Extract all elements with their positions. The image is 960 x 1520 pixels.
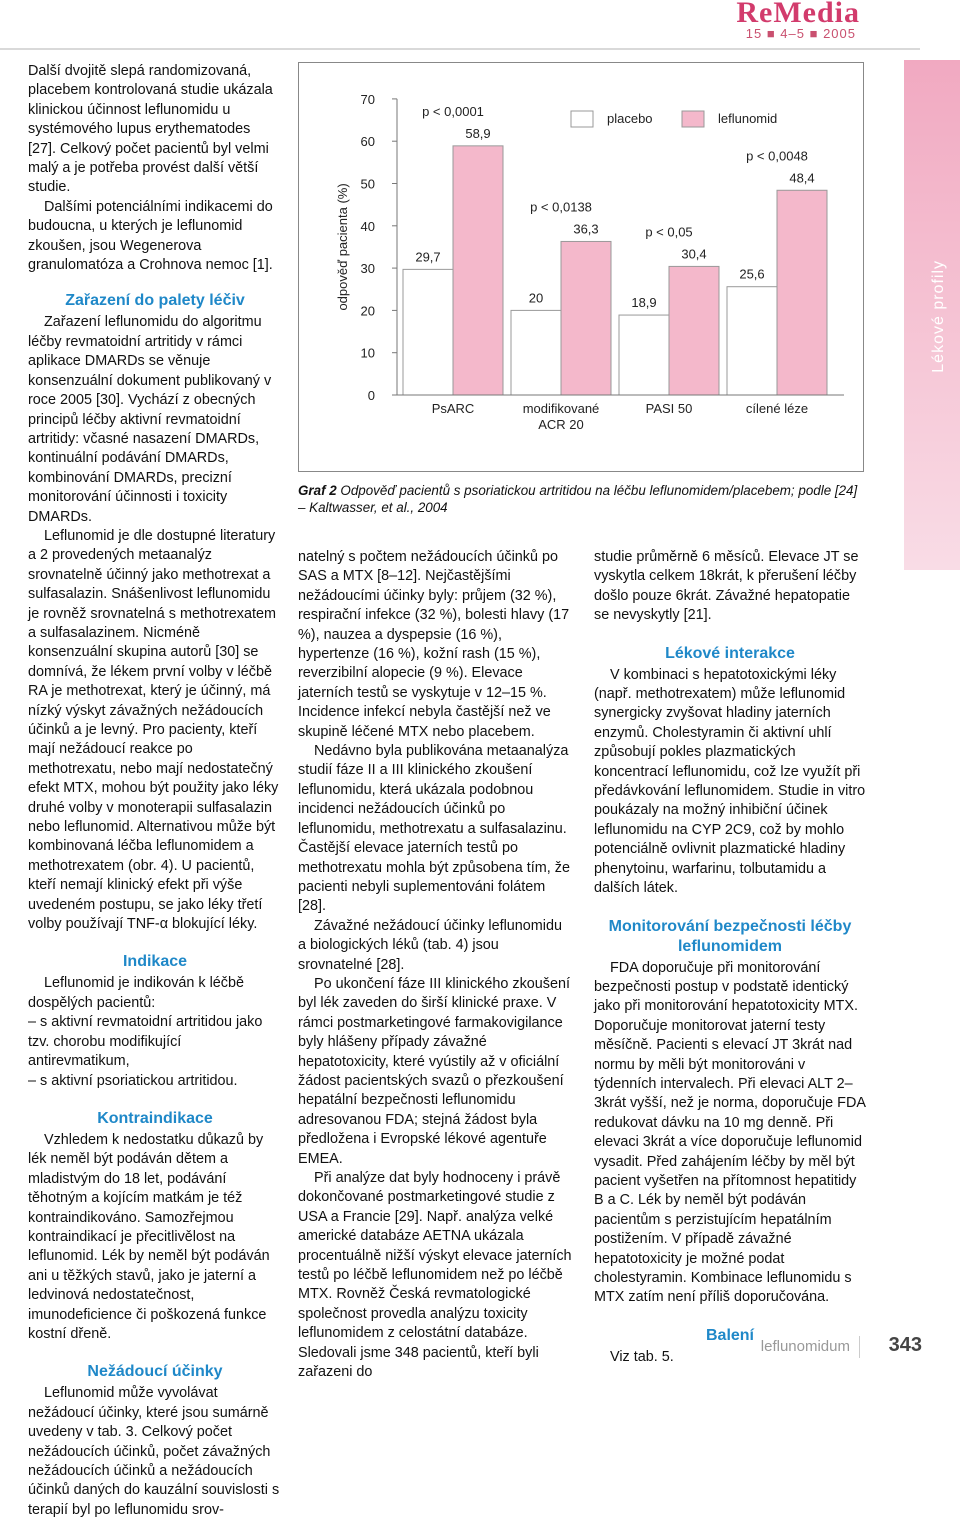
bar-placebo [511, 310, 561, 395]
p-value-label: p < 0,0001 [422, 103, 484, 119]
paragraph: Další dvojitě slepá randomizovaná, placebem kontrolovaná studie ukázala klinickou účinnost leflunomidu u systémového lupus erythematodes [27]. Celkový počet pacientů byl velmi malý a je potřeba provést další větší studie. [28, 63, 273, 196]
footer-divider [859, 1336, 860, 1358]
bar-placebo [619, 315, 669, 395]
header-divider [0, 48, 920, 50]
paragraph: Závažné nežádoucí účinky leflunomidu a biologických léků (tab. 4) jsou srovnatelné [28]. [298, 917, 562, 973]
legend-label-placebo: placebo [607, 111, 653, 126]
y-tick-label: 40 [360, 218, 375, 234]
chart-figure [298, 62, 864, 472]
bar-leflunomid [669, 266, 719, 395]
p-value-label: p < 0,0048 [746, 148, 808, 164]
paragraph: Leflunomid může vyvolávat nežádoucí účinky, které jsou sumárně uvedeny v tab. 3. Celkový počet nežádoucích účinků, počet závažných nežádoucích účinků a nežádoucích účinků daných do kauzální souvislosti s terapií byl po leflunomidu srov- [28, 1385, 280, 1518]
y-tick-label: 0 [367, 388, 375, 403]
section-side-tab [904, 60, 960, 570]
paragraph: Při analýze dat byly hodnoceny i právě dokončované postmarketingové studie z USA a Francie [29]. Např. analýza velké americké databáze AETNA ukázala procentuálně nižší výskyt elevace jaterních testů po léčbě leflunomidem než po léčbě MTX. Rovněž Česká revmatologické společnost provedla analýzu toxicity leflunomidem z celostátní databáze. Sledovali jsme 348 pacientů, kteří byli zařazeni do [298, 1170, 572, 1381]
bar-value-label: 20 [528, 290, 544, 306]
paragraph: Viz tab. 5. [610, 1348, 674, 1365]
paragraph: studie průměrně 6 měsíců. Elevace JT se vyskytla celkem 18krát, k přerušení léčby došlo pouze 6krát. Závažné hepatopatie se nevyskytly [21]. [594, 549, 859, 624]
x-category-label: modifikované [522, 401, 600, 416]
page-number: 343 [888, 1334, 922, 1356]
section-heading-adverse-effects: Nežádoucí účinky [87, 1363, 223, 1381]
section-heading-contraindications: Kontraindikace [97, 1109, 213, 1127]
bar-placebo [403, 269, 453, 395]
legend-swatch-leflunomid [682, 111, 704, 127]
list-item: – s aktivní psoriatickou artritidou. [28, 1072, 238, 1089]
x-category-label: ACR 20 [538, 417, 584, 432]
paragraph: Leflunomid je indikován k léčbě dospělých pacientů: [28, 975, 244, 1011]
y-tick-label: 20 [360, 303, 375, 319]
chart-caption-label: Graf 2 [298, 483, 337, 498]
section-heading-monitoring: Monitorování bezpečnosti léčby leflunomidem [608, 917, 852, 955]
footer-drug-name: leflunomidum [760, 1338, 850, 1355]
bar-value-label: 48,4 [789, 170, 815, 186]
bar-value-label: 30,4 [681, 246, 707, 262]
journal-logo-text: ReMedia [736, 0, 860, 29]
bar-leflunomid [561, 241, 611, 395]
chart-caption-text: Odpověď pacientů s psoriatickou artritidou na léčbu leflunomidem/placebem; podle [24] – Kaltwasser, et al., 2004 [298, 483, 858, 515]
paragraph: natelný s počtem nežádoucích účinků po SAS a MTX [8–12]. Nejčastějšími nežádoucími účinky byly: průjem (32 %), respirační infekce (32 %), bolesti hlavy (17 %), nauzea a dyspepsie (16 %), hypertenze (16 %), kožní rash (15 %), reverzibilní alopecie (9 %). Elevace jaterních testů se vyskytuje v 12–15 %. Incidence infekcí nebyla častější než ve skupině léčené MTX nebo placebem. [298, 549, 570, 740]
text-column-left [28, 62, 282, 1520]
bar-value-label: 18,9 [631, 295, 657, 311]
paragraph: FDA doporučuje při monitorování bezpečnosti postup v podstatě identický jako při monitorování hepatotoxicity MTX. Doporučuje monitorovat jaterní testy měsíčně. Pacienti s elevací JT 3krát nad normu by měli být monitorováni v týdenních intervalech. Při elevaci ALT 2–3krát vyšší, než je norma, doporučuje FDA redukovat dávku na 10 mg denně. Při elevaci 3krát a více doporučuje leflunomid vysadit. Před zahájením léčby by měl být pacient vyšetřen na přítomnost hepatitidy B a C. Lék by neměl být podáván pacientům s perzistujícím hepatálním postižením. V případě závažné hepatotoxicity je možné podat cholestyramin. Kombinace leflunomidu s MTX zatím není příliš doporučována. [594, 959, 866, 1306]
bar-value-label: 25,6 [739, 266, 765, 282]
x-category-label: PASI 50 [645, 401, 693, 416]
bar-chart [299, 63, 865, 473]
x-category-label: cílené léze [745, 401, 809, 416]
y-tick-label: 30 [360, 261, 375, 277]
bar-leflunomid [777, 190, 827, 395]
text-column-middle [298, 548, 572, 1382]
p-value-label: p < 0,0138 [530, 199, 592, 215]
y-tick-label: 50 [360, 176, 375, 192]
bar-value-label: 29,7 [415, 249, 441, 265]
paragraph: Dalšími potenciálními indikacemi do budoucna, u kterých je leflunomid zkoušen, jsou Wegenerova granulomatóza a Crohnova nemoc [1]. [28, 198, 273, 274]
paragraph: V kombinaci s hepatotoxickými léky (např. methotrexatem) může leflunomid synergicky zvyšovat hladiny jaterních enzymů. Cholestyramin či aktivní uhlí způsobují pokles plazmatických koncentrací leflunomidu, což lze využít při předávkování leflunomidem. Studie in vitro poukázaly na možný inhibiční účinek leflunomidu na CYP 2C9, což by mohlo potenciálně ovlivnit plazmatické hladiny phenytoinu, warfarinu, tolbutamidu a dalších látek. [594, 666, 866, 897]
list-item: – s aktivní revmatoidní artritidou jako tzv. chorobu modifikující antirevmatikum, [28, 1014, 263, 1070]
y-tick-label: 10 [360, 345, 375, 361]
x-category-label: PsARC [431, 401, 475, 416]
y-tick-label: 70 [360, 91, 375, 107]
bar-leflunomid [453, 146, 503, 395]
paragraph: Zařazení leflunomidu do algoritmu léčby revmatoidní artritidy v rámci aplikace DMARDs se věnuje konsenzuální dokument publikovaný v roce 2005 [30]. Vychází z obecných principů léčby aktivní revmatoidní artritidy: včasné nasazení DMARDs, kontinuální podávání DMARDs, kombinování DMARDs, precizní monitorování účinnosti i toxicity DMARDs. [28, 314, 272, 525]
text-column-right [594, 548, 866, 1367]
bar-value-label: 36,3 [573, 221, 599, 237]
paragraph: Po ukončení fáze III klinického zkoušení byl lék zaveden do širší klinické praxe. V rámci postmarketingové farmakovigilance byly hlášeny případy závažné hepatotoxicity, které vyústily až v oficiální žádost pacientských svazů o přezkoušení hepatální bezpečnosti leflunomidu adresovanou FDA; stejná žádost byla předložena i Evropské lékové agentuře EMEA. [298, 975, 570, 1167]
bar-placebo [727, 287, 777, 395]
legend-swatch-placebo [571, 111, 593, 127]
bar-value-label: 58,9 [465, 125, 491, 141]
legend-label-leflunomid: leflunomid [718, 111, 778, 126]
section-heading-packaging: Balení [705, 1326, 754, 1344]
paragraph: Vzhledem k nedostatku důkazů by lék neměl být podáván dětem a mladistvým do 18 let, podávání těhotným a kojícím matkám je též kontraindikováno. Samozřejmou kontraindikací je přecitlivělost na leflunomid. Lék by neměl být podáván ani u těžkých stavů, jako je jaterní a ledvinová nedostatečnost, imunodeficience či poškozená funkce kostní dřeně. [28, 1131, 270, 1342]
y-axis-title: odpověď pacienta (%) [335, 183, 350, 311]
y-tick-label: 60 [360, 134, 375, 150]
issue-number: 15 ■ 4–5 ■ 2005 [745, 26, 856, 41]
section-heading-palette: Zařazení do palety léčiv [65, 292, 245, 310]
chart-caption [298, 482, 868, 516]
section-heading-indications: Indikace [122, 953, 188, 971]
section-heading-interactions: Lékové interakce [665, 644, 795, 662]
paragraph: Leflunomid je dle dostupné literatury a 2 provedených metaanalýz srovnatelně účinný jako methotrexat a sulfasalazin. Snášenlivost leflunomidu je rovněž srovnatelná s methotrexatem a sulfasalazinem. Nicméně konsenzuální skupina autorů [30] se domnívá, že lékem první volby v léčbě RA je methotrexat, který je účinný, má nízký výskyt závažných nežádoucích účinků a je levný. Pro pacienty, kteří mají nežádoucí reakce po methotrexatu, nebo mají nedostatečný efekt MTX, mohou být použity jako léky druhé volby v monoterapii sulfasalazin nebo leflunomid. Alternativou může být kombinovaná léčba leflunomidem a methotrexatem (obr. 4). U pacientů, kteří nemají klinický efekt při výše uvedeném postupu, se jako léky třetí volby používají TNF-α blokující léky. [28, 527, 279, 933]
paragraph: Nedávno byla publikována metaanalýza studií fáze II a III klinického zkoušení leflunomidu, která ukázala podobnou incidenci nežádoucích účinků po leflunomidu, methotrexatu a sulfasalazinu. Častější elevace jaterních testů po methotrexatu mohla být způsobena tím, že pacienti nebyli suplementováni folátem [28]. [298, 743, 570, 915]
p-value-label: p < 0,05 [645, 224, 693, 240]
section-side-tab-label: Lékové profily [930, 260, 947, 373]
